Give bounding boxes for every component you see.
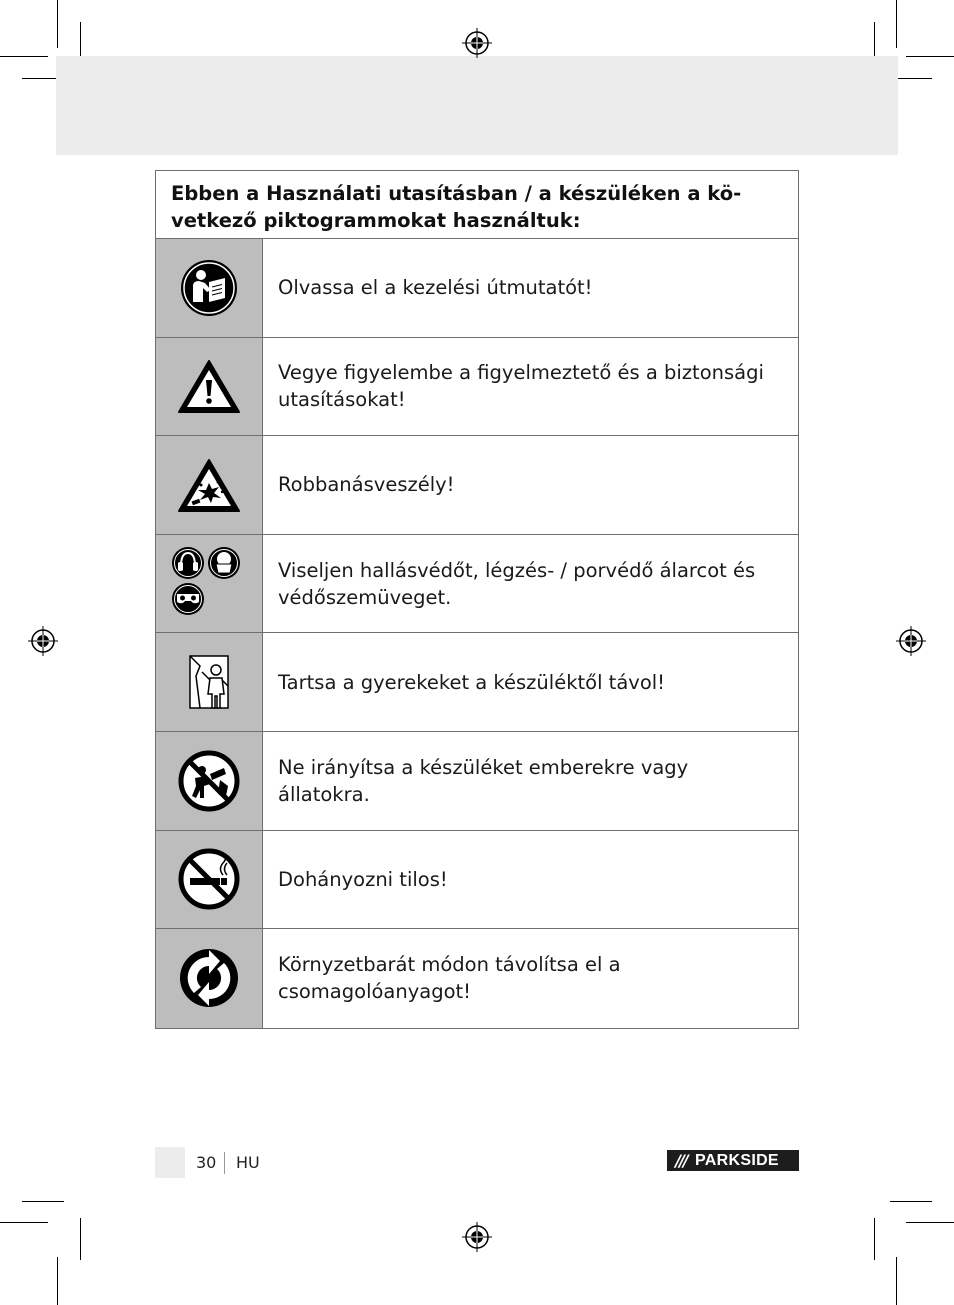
green-dot-recycling-icon	[178, 947, 240, 1009]
row-text: Ne irányítsa a készüléket emberekre vagy állatokra.	[278, 755, 689, 806]
row-text: Vegye figyelembe a figyelmeztető és a biztonsági utasításokat!	[278, 361, 764, 412]
table-row	[156, 732, 798, 831]
no-smoking-icon	[178, 848, 240, 910]
row-text: Tartsa a gyerekeket a készüléktől távol!	[278, 670, 665, 694]
crop-mark	[22, 1201, 64, 1202]
brand-logo	[667, 1150, 799, 1171]
brand-slashes: ///	[675, 1151, 687, 1170]
icon-cell	[156, 436, 263, 534]
icon-cell	[156, 929, 263, 1028]
read-manual-icon	[179, 258, 239, 318]
crop-mark	[57, 0, 58, 48]
ear-protection-icon	[172, 547, 204, 579]
crop-mark	[0, 56, 48, 57]
crop-mark	[0, 1222, 48, 1223]
keep-children-away-icon	[182, 652, 236, 712]
page-number: 30	[196, 1153, 217, 1172]
table-row	[156, 338, 798, 437]
registration-mark-icon	[896, 626, 926, 656]
registration-mark-icon	[462, 1222, 492, 1252]
crop-mark	[57, 1257, 58, 1305]
do-not-aim-at-people-icon	[178, 750, 240, 812]
table-row	[156, 239, 798, 338]
respirator-mask-icon	[208, 547, 240, 579]
footer-divider	[224, 1152, 225, 1174]
crop-mark	[906, 1222, 954, 1223]
crop-mark	[896, 0, 897, 48]
registration-mark-icon	[28, 626, 58, 656]
crop-mark	[874, 1218, 875, 1260]
brand-name: PARKSIDE	[695, 1151, 779, 1169]
icon-cell	[156, 831, 263, 929]
icon-cell	[156, 535, 263, 633]
icon-cell	[156, 338, 263, 436]
row-text: Robbanásveszély!	[278, 473, 455, 497]
table-row	[156, 633, 798, 732]
row-text: Olvassa el a kezelési útmutatót!	[278, 276, 593, 300]
registration-mark-icon	[462, 28, 492, 58]
icon-cell	[156, 732, 263, 830]
language-code: HU	[236, 1153, 260, 1172]
footer-marker	[155, 1147, 185, 1178]
safety-goggles-icon	[172, 583, 204, 615]
header-band	[56, 56, 898, 155]
icon-cell	[156, 633, 263, 731]
crop-mark	[906, 56, 954, 57]
protective-equipment-icon	[171, 546, 247, 622]
row-text: Dohányozni tilos!	[278, 867, 448, 891]
crop-mark	[896, 1257, 897, 1305]
table-row	[156, 929, 798, 1028]
pictogram-table	[155, 170, 799, 1029]
row-text: Környzetbarát módon távolítsa el a csomagolóanyagot!	[278, 953, 621, 1004]
table-row	[156, 436, 798, 535]
row-text: Viseljen hallásvédőt, légzés- / porvédő álarcot és védőszemüveget.	[278, 558, 756, 609]
crop-mark	[80, 1218, 81, 1260]
crop-mark	[890, 1201, 932, 1202]
table-row	[156, 831, 798, 930]
explosion-hazard-icon	[177, 457, 241, 513]
table-heading: Ebben a Használati utasításban / a készüléken a kö-vetkező piktogrammokat használtuk:	[156, 171, 798, 239]
warning-triangle-icon	[177, 358, 241, 414]
icon-cell	[156, 239, 263, 337]
table-row	[156, 535, 798, 634]
